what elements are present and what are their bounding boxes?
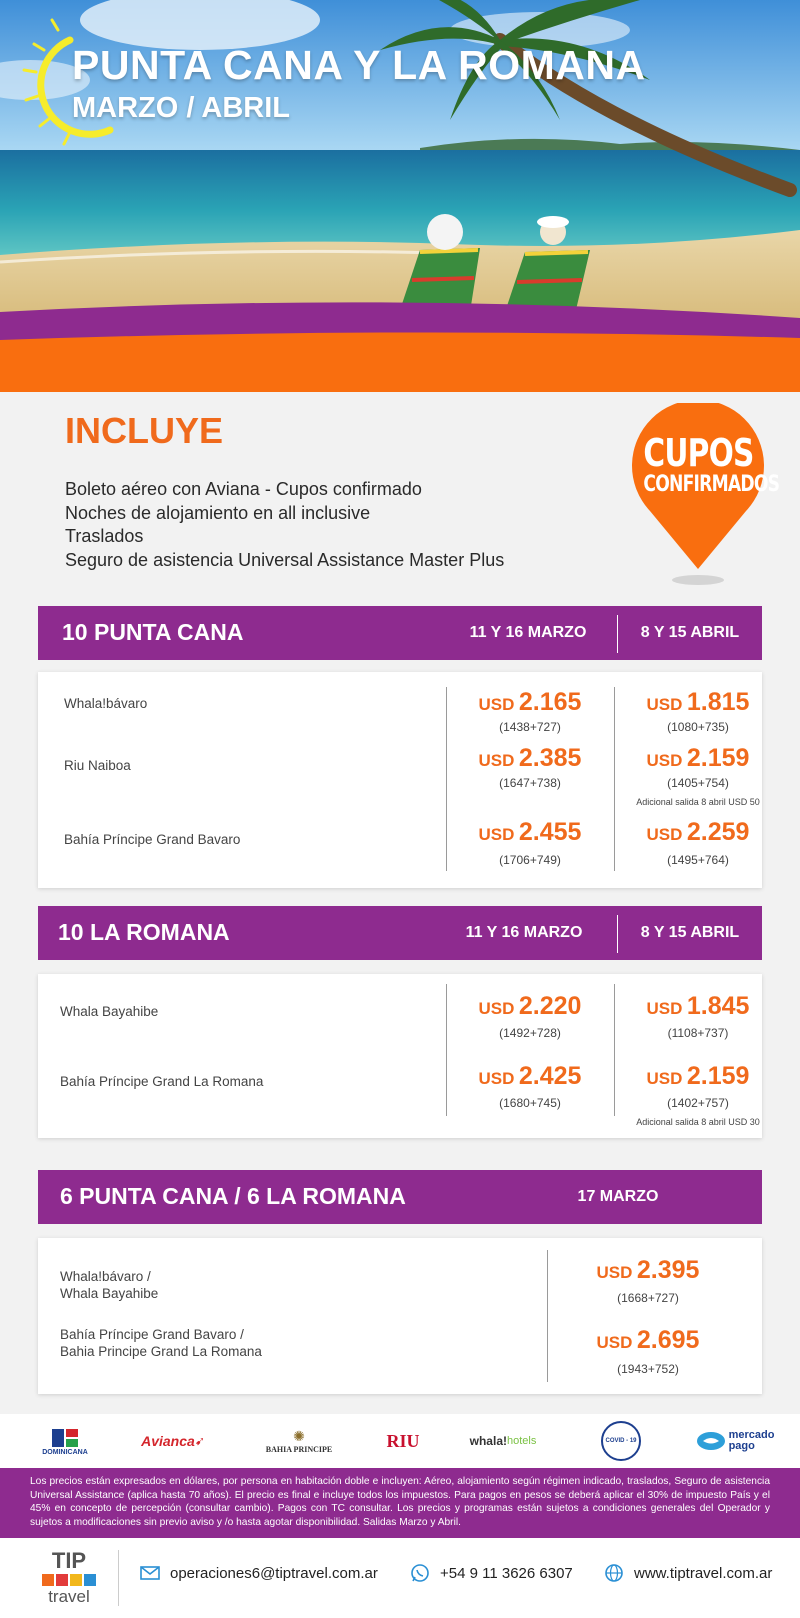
amount: 2.165 <box>518 688 582 716</box>
section-header-punta-cana <box>38 606 762 660</box>
currency: USD <box>646 695 683 714</box>
list-item: Traslados <box>65 526 144 546</box>
covid-seal-logo <box>596 1414 646 1468</box>
badge-line-2: CONFIRMADOS <box>643 472 780 497</box>
partner-logos <box>0 1414 800 1468</box>
price-table-la-romana <box>38 974 762 1138</box>
date-column-2: 8 Y 15 ABRIL <box>640 924 740 941</box>
hero-subtitle: MARZO / ABRIL <box>72 92 291 124</box>
amount: 2.395 <box>636 1256 700 1284</box>
currency: USD <box>646 999 683 1018</box>
riu-logo <box>378 1414 428 1468</box>
square-yellow <box>70 1574 82 1586</box>
badge-line-1: CUPOS <box>643 431 754 475</box>
divider <box>547 1250 548 1382</box>
cupos-badge <box>643 431 780 497</box>
amount: 2.455 <box>518 818 582 846</box>
bahia-principe-logo <box>256 1414 342 1468</box>
price-table-punta-cana <box>38 672 762 888</box>
amount: 1.815 <box>686 688 750 716</box>
dominicana-label: DOMINICANA <box>42 1448 88 1456</box>
email-link[interactable]: operaciones6@tiptravel.com.ar <box>170 1564 378 1582</box>
hero-banner <box>0 0 800 392</box>
currency: USD <box>646 1069 683 1088</box>
currency: USD <box>478 1069 515 1088</box>
currency: USD <box>478 825 515 844</box>
divider <box>446 984 447 1116</box>
price <box>568 1256 728 1285</box>
whala-logo <box>462 1414 544 1468</box>
section-title: 10 LA ROMANA <box>58 919 230 945</box>
currency: USD <box>478 999 515 1018</box>
price-breakdown: (1668+727) <box>617 1291 679 1305</box>
handshake-icon <box>696 1431 726 1451</box>
amount: 2.159 <box>686 1062 750 1090</box>
incluye-list <box>65 478 504 572</box>
price-breakdown: (1108+737) <box>667 1026 729 1040</box>
hotel-name <box>60 1269 158 1302</box>
amount: 2.220 <box>518 992 582 1020</box>
incluye-title: INCLUYE <box>65 410 224 451</box>
price-breakdown: (1943+752) <box>617 1362 679 1376</box>
dominicana-mark-icon <box>50 1427 80 1449</box>
mercado-label: mercado <box>728 1429 775 1441</box>
currency: USD <box>646 751 683 770</box>
email-contact[interactable] <box>140 1538 378 1608</box>
date-column-1: 11 Y 16 MARZO <box>469 624 587 641</box>
whatsapp-icon <box>410 1563 430 1583</box>
web-link[interactable]: www.tiptravel.com.ar <box>634 1564 773 1582</box>
hotel-name-line: Whala Bayahibe <box>60 1285 159 1301</box>
square-red <box>56 1574 68 1586</box>
hotel-name-line: Bahía Príncipe Grand Bavaro / <box>60 1327 244 1342</box>
hotel-name: Whala Bayahibe <box>60 1004 159 1019</box>
price <box>618 744 778 773</box>
divider <box>118 1550 119 1606</box>
divider <box>614 984 615 1116</box>
price <box>450 1062 610 1091</box>
list-item: Boleto aéreo con Aviana - Cupos confirmado <box>65 479 422 499</box>
web-contact[interactable] <box>604 1538 772 1608</box>
price-breakdown: (1647+738) <box>499 776 561 790</box>
price <box>450 818 610 847</box>
price <box>618 818 778 847</box>
tip-travel-logo <box>34 1550 104 1610</box>
whala-label: whala! <box>469 1434 507 1448</box>
hotel-name <box>60 1327 262 1360</box>
color-squares <box>34 1574 104 1586</box>
date-column-1: 11 Y 16 MARZO <box>465 924 583 941</box>
dominicana-logo <box>30 1414 100 1468</box>
divider <box>446 687 447 871</box>
mercado-pago-text <box>729 1430 775 1452</box>
surcharge-note: Adicional salida 8 abril USD 30 <box>636 1117 760 1127</box>
price <box>568 1326 728 1355</box>
price <box>450 744 610 773</box>
amount: 2.259 <box>686 818 750 846</box>
riu-label: RIU <box>386 1430 420 1451</box>
price <box>618 992 778 1021</box>
amount: 2.425 <box>518 1062 582 1090</box>
price-breakdown: (1438+727) <box>499 720 561 734</box>
price <box>450 992 610 1021</box>
hotel-name: Bahía Príncipe Grand La Romana <box>60 1074 264 1089</box>
date-column-1: 17 MARZO <box>577 1188 659 1205</box>
section-title: 10 PUNTA CANA <box>62 619 244 645</box>
section-title: 6 PUNTA CANA / 6 LA ROMANA <box>60 1183 406 1209</box>
currency: USD <box>596 1333 633 1352</box>
currency: USD <box>478 751 515 770</box>
surcharge-note: Adicional salida 8 abril USD 50 <box>636 797 760 807</box>
amount: 1.845 <box>686 992 750 1020</box>
list-item: Noches de alojamiento en all inclusive <box>65 502 371 523</box>
price-breakdown: (1495+764) <box>667 853 729 867</box>
currency: USD <box>596 1263 633 1282</box>
phone-contact[interactable] <box>410 1538 573 1608</box>
amount: 2.385 <box>518 744 582 772</box>
price-breakdown: (1492+728) <box>499 1026 561 1040</box>
mercado-pago-logo <box>690 1414 780 1468</box>
hotel-name: Bahía Príncipe Grand Bavaro <box>64 832 241 847</box>
phone-link[interactable]: +54 9 11 3626 6307 <box>440 1564 573 1582</box>
amount: 2.159 <box>686 744 750 772</box>
hero-title: PUNTA CANA Y LA ROMANA <box>72 42 646 88</box>
square-orange <box>42 1574 54 1586</box>
price-breakdown: (1080+735) <box>667 720 729 734</box>
price-breakdown: (1405+754) <box>667 776 729 790</box>
section-header-combined <box>38 1170 762 1224</box>
currency: USD <box>478 695 515 714</box>
whala-suffix: hotels <box>506 1435 537 1447</box>
sun-emblem-icon: ✺ <box>293 1428 305 1444</box>
currency: USD <box>646 825 683 844</box>
covid-seal <box>601 1421 641 1461</box>
hotel-name-line: Bahia Principe Grand La Romana <box>60 1343 262 1359</box>
bahia-principe-label: BAHIA PRINCIPE <box>265 1445 333 1454</box>
footer <box>0 1538 800 1618</box>
avianca-label: Avianca <box>141 1433 195 1449</box>
list-item: Seguro de asistencia Universal Assistance Master Plus <box>65 549 505 570</box>
brand-name: TIP <box>51 1548 87 1573</box>
globe-icon <box>604 1563 624 1583</box>
bird-icon: ➹ <box>194 1434 205 1448</box>
pago-label: pago <box>728 1440 755 1452</box>
amount: 2.695 <box>636 1326 700 1354</box>
price-breakdown: (1402+757) <box>667 1096 729 1110</box>
date-column-2: 8 Y 15 ABRIL <box>640 624 740 641</box>
price-table-combined <box>38 1238 762 1394</box>
square-blue <box>84 1574 96 1586</box>
section-header-la-romana <box>38 906 762 960</box>
hotel-name: Riu Naiboa <box>64 758 131 773</box>
price-breakdown: (1680+745) <box>499 1096 561 1110</box>
avianca-logo <box>128 1414 218 1468</box>
divider <box>614 687 615 871</box>
envelope-icon <box>140 1566 160 1580</box>
disclaimer: Los precios están expresados en dólares, por persona en habitación doble e incluyen: Aéreo, alojamiento según régimen indicado, traslados, Seguro de asistencia Universal Assistance (aplica hasta 70 años). El precio es final e incluye todos los impuestos. Para pagos en pesos se deberá aplicar el 30% de impuesto País y el 45% en concepto de percepción (consultar cambio). Pagos con TC consultar. Los precios y programas están sujetos a condiciones generales del Operador y sujetos a modificaciones sin previo aviso y /o hasta agotar disponibilidad. Salidas Marzo y Abril. <box>0 1468 800 1538</box>
hotel-name: Whala!bávaro <box>64 696 148 711</box>
price <box>450 688 610 717</box>
covid-label: COVID - 19 <box>605 1438 637 1444</box>
price <box>618 688 778 717</box>
price <box>618 1062 778 1091</box>
brand-subname: travel <box>48 1587 90 1606</box>
hotel-name-line: Whala!bávaro / <box>60 1269 151 1284</box>
price-breakdown: (1706+749) <box>499 853 561 867</box>
